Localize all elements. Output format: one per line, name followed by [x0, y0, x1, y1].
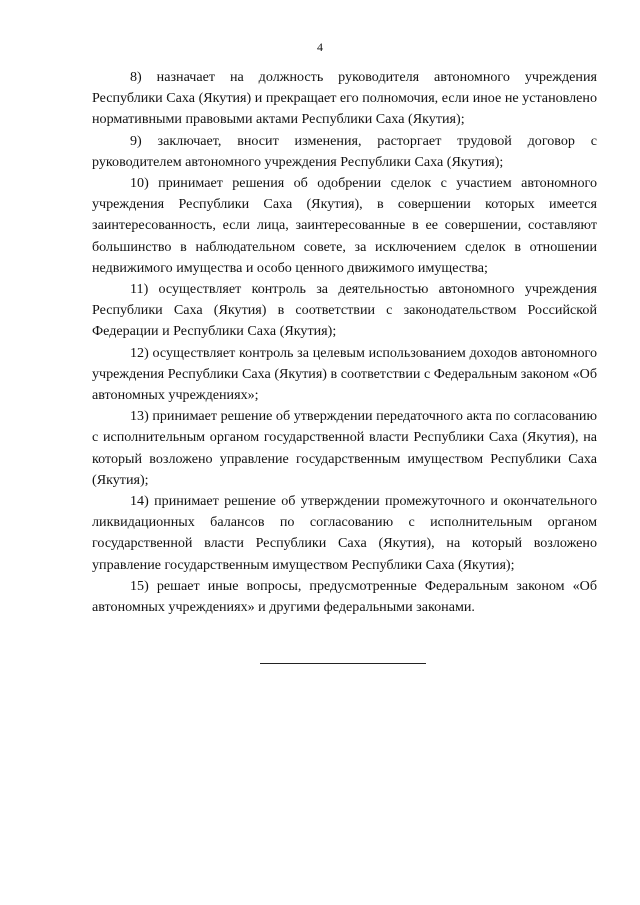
list-item-13: 13) принимает решение об утверждении передаточного акта по согласованию с исполнительным органом государственной власти Республики Саха (Якутия), на который возложено управление государственным имуществом Республики Саха (Якутия); [92, 408, 597, 488]
list-item-15: 15) решает иные вопросы, предусмотренные Федеральным законом «Об автономных учреждениях» и другими федеральными законами. [92, 577, 597, 616]
list-item-12: 12) осуществляет контроль за целевым использованием доходов автономного учреждения Республики Саха (Якутия) в соответствии с Федеральным законом «Об автономных учреждениях»; [92, 344, 597, 404]
list-item-11: 11) осуществляет контроль за деятельностью автономного учреждения Республики Саха (Якутия) в соответствии с законодательством Российской Федерации и Республики Саха (Якутия); [92, 281, 597, 340]
list-item-9: 9) заключает, вносит изменения, расторгает трудовой договор с руководителем автономного учреждения Республики Саха (Якутия); [92, 132, 597, 170]
document-body [92, 67, 597, 618]
list-item-14: 14) принимает решение об утверждении промежуточного и окончательного ликвидационных балансов по согласованию с исполнительным органом государственной власти Республики Саха (Якутия), на который возложено управление государственным имуществом Республики Саха (Якутия); [92, 493, 597, 573]
page-number: 4 [317, 40, 323, 54]
end-divider-line [260, 663, 426, 664]
list-item-10: 10) принимает решения об одобрении сделок с участием автономного учреждения Республики Саха (Якутия), в совершении которых имеется заинтересованность, если лица, заинтересованные в ее совершении, составляют большинство в наблюдательном совете, за исключением сделок в отношении недвижимого имущества и особо ценного движимого имущества; [92, 175, 597, 276]
list-item-8: 8) назначает на должность руководителя автономного учреждения Республики Саха (Якутия) и прекращает его полномочия, если иное не установлено нормативными правовыми актами Республики Саха (Якутия); [92, 69, 597, 128]
